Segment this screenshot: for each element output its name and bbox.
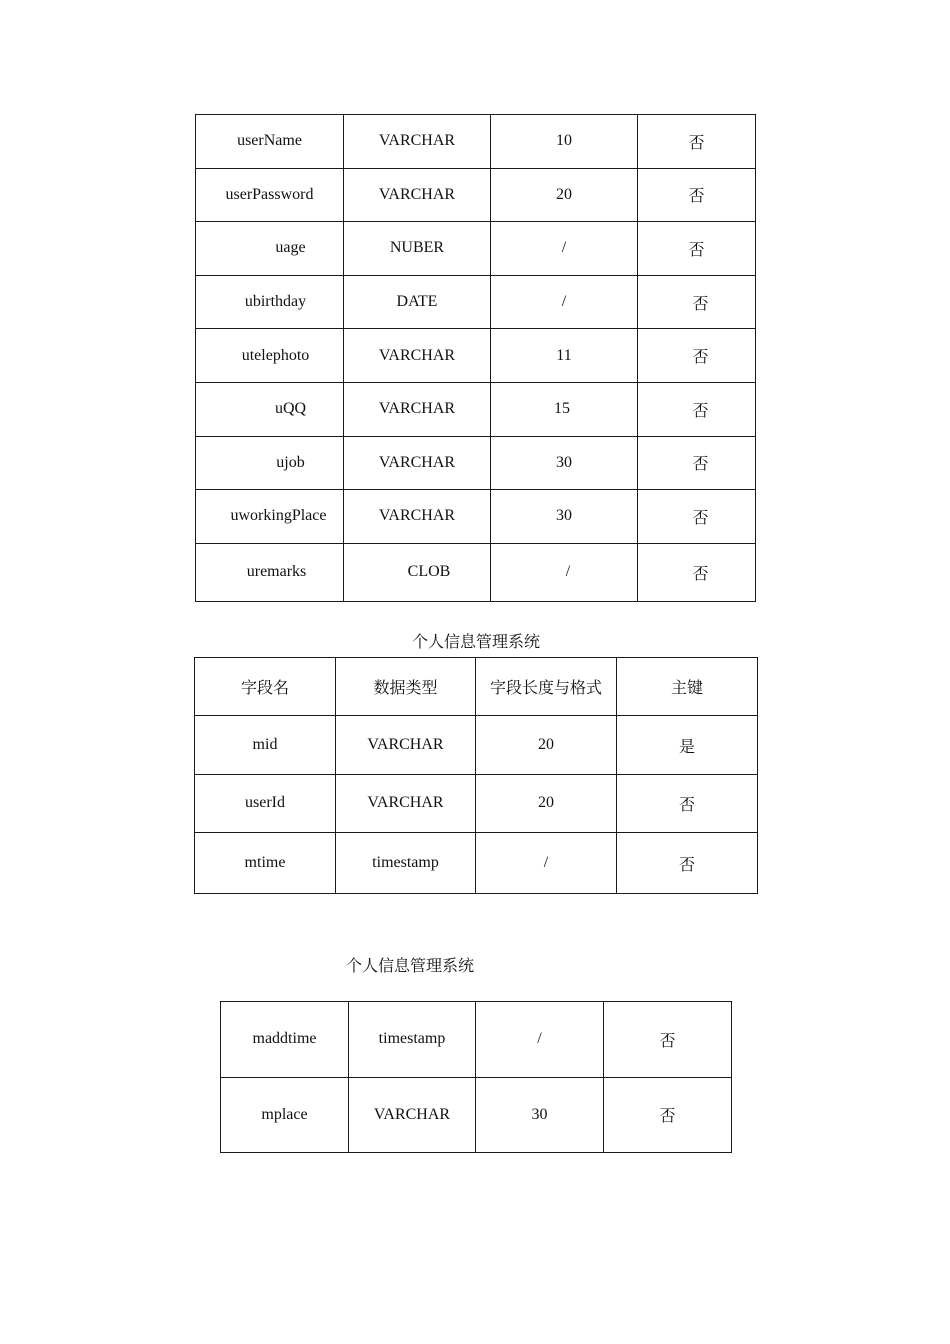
field-length-cell: 30 (491, 436, 638, 490)
field-name-cell: uworkingPlace (196, 490, 344, 544)
data-type-cell: VARCHAR (344, 436, 491, 490)
field-name-cell: utelephoto (196, 329, 344, 383)
field-name-cell: ubirthday (196, 275, 344, 329)
field-length-cell: 10 (491, 115, 638, 169)
data-type-cell: NUBER (344, 222, 491, 276)
field-name-cell: uage (196, 222, 344, 276)
field-length-cell: 30 (476, 1077, 604, 1153)
column-header: 字段名 (195, 658, 336, 716)
field-name-cell: userId (195, 774, 336, 832)
primary-key-cell: 否 (604, 1002, 732, 1078)
field-name-cell: userPassword (196, 168, 344, 222)
field-length-cell: / (476, 833, 617, 894)
table-row (221, 1002, 732, 1078)
data-type-cell: timestamp (349, 1002, 476, 1078)
field-length-cell: 20 (476, 716, 617, 774)
field-name-cell: userName (196, 115, 344, 169)
data-type-cell: VARCHAR (344, 168, 491, 222)
field-name-cell: maddtime (221, 1002, 349, 1078)
column-header: 数据类型 (336, 658, 476, 716)
data-type-cell: VARCHAR (344, 382, 491, 436)
field-name-cell: ujob (196, 436, 344, 490)
field-length-cell: / (476, 1002, 604, 1078)
data-type-cell: CLOB (344, 543, 491, 601)
table-row (196, 275, 756, 329)
data-type-cell: VARCHAR (336, 716, 476, 774)
primary-key-cell: 否 (638, 543, 756, 601)
table-row (196, 222, 756, 276)
table-row (195, 716, 758, 774)
data-type-cell: DATE (344, 275, 491, 329)
field-name-cell: mplace (221, 1077, 349, 1153)
data-type-cell: VARCHAR (344, 329, 491, 383)
table-row (196, 168, 756, 222)
primary-key-cell: 否 (617, 774, 758, 832)
table-row (196, 329, 756, 383)
field-table-continued (220, 1001, 732, 1153)
table-row (195, 774, 758, 832)
field-length-cell: / (491, 543, 638, 601)
data-type-cell: VARCHAR (344, 115, 491, 169)
table-header-row (195, 658, 758, 716)
table-caption: 个人信息管理系统 (412, 632, 541, 651)
field-length-cell: 30 (491, 490, 638, 544)
table-row (196, 490, 756, 544)
data-type-cell: VARCHAR (336, 774, 476, 832)
primary-key-cell: 否 (617, 833, 758, 894)
primary-key-cell: 否 (638, 275, 756, 329)
table-caption: 个人信息管理系统 (346, 956, 475, 975)
field-length-cell: 11 (491, 329, 638, 383)
field-name-cell: mtime (195, 833, 336, 894)
column-header: 主键 (617, 658, 758, 716)
table-row (195, 833, 758, 894)
field-length-cell: / (491, 275, 638, 329)
field-name-cell: mid (195, 716, 336, 774)
field-name-cell: uQQ (196, 382, 344, 436)
table-row (196, 382, 756, 436)
data-type-cell: VARCHAR (349, 1077, 476, 1153)
data-type-cell: timestamp (336, 833, 476, 894)
table-row (196, 436, 756, 490)
field-length-cell: 20 (491, 168, 638, 222)
primary-key-cell: 否 (638, 115, 756, 169)
primary-key-cell: 否 (638, 329, 756, 383)
data-type-cell: VARCHAR (344, 490, 491, 544)
table-row (221, 1077, 732, 1153)
field-table-user (195, 114, 756, 602)
primary-key-cell: 否 (638, 222, 756, 276)
table-row (196, 115, 756, 169)
table-row (196, 543, 756, 601)
primary-key-cell: 否 (638, 436, 756, 490)
primary-key-cell: 否 (638, 168, 756, 222)
primary-key-cell: 否 (638, 382, 756, 436)
column-header: 字段长度与格式 (476, 658, 617, 716)
primary-key-cell: 是 (617, 716, 758, 774)
field-length-cell: 20 (476, 774, 617, 832)
primary-key-cell: 否 (604, 1077, 732, 1153)
field-table-message (194, 657, 758, 894)
field-name-cell: uremarks (196, 543, 344, 601)
primary-key-cell: 否 (638, 490, 756, 544)
field-length-cell: 15 (491, 382, 638, 436)
field-length-cell: / (491, 222, 638, 276)
